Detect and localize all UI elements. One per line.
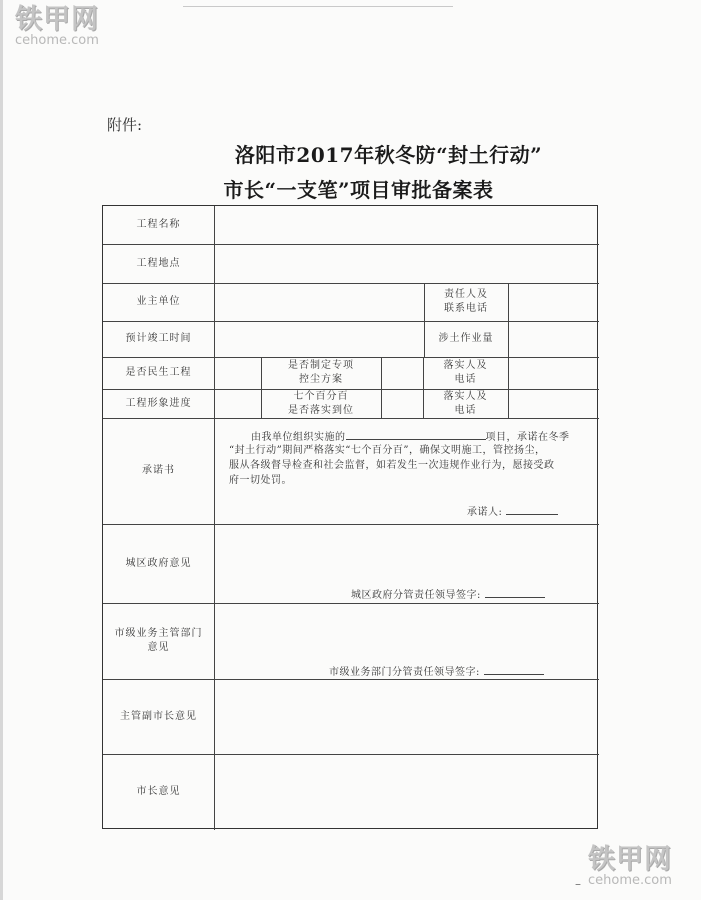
commitment-signer [467,503,558,520]
label-line: 责任人及 [444,289,488,300]
signature-line [485,586,545,598]
signature-label: 市级业务部门分管责任领导签字: [329,667,480,678]
label-line: 七个百分百 [293,390,349,402]
document-title-line2: 市长“一支笔”项目审批备案表 [223,178,494,202]
label-project-name: 工程名称 [136,219,181,230]
signer-label: 承诺人: [467,507,503,518]
document-title-line1: 洛阳市2017年秋冬防“封土行动” [234,143,543,167]
city-dept-signature [329,663,544,680]
label-district-opinion: 城区政府意见 [125,557,192,569]
approval-form-table [102,205,598,829]
page-mark: – [575,877,581,891]
label-line: 落实人及 [443,390,488,402]
watermark-logo: 铁甲网 [588,844,672,875]
label-mayor-opinion: 市长意见 [136,786,181,797]
label-implementer [423,357,508,389]
label-line: 电话 [454,404,477,416]
label-line: 控尘方案 [299,374,343,385]
watermark-top-left [15,6,99,47]
signature-line [506,503,558,515]
label-expected-completion: 预计竣工时间 [125,333,192,344]
column-divider [508,283,509,357]
label-is-livelihood: 是否民生工程 [125,367,192,378]
label-project-location: 工程地点 [136,257,181,269]
blank-project-field [346,428,486,440]
label-line: 意见 [147,642,170,653]
label-implementer [423,389,508,418]
commitment-text: 项目，承诺在冬季 [485,432,570,443]
label-line: 是否落实到位 [288,404,354,416]
watermark-bottom-right [588,846,672,887]
label-seven-percent [261,389,381,418]
signature-line [484,663,544,675]
column-divider [214,206,215,830]
watermark-url: cehome.com [15,33,99,48]
attachment-label: 附件: [107,116,143,134]
scan-edge-line [183,6,453,7]
label-vice-mayor-opinion: 主管副市长意见 [120,710,197,722]
commitment-line-2: “封土行动”期间严格落实“七个百分百”，确保文明施工，管控扬尘， [229,445,546,456]
commitment-text: 由我单位组织实施的 [251,432,346,443]
watermark-url: cehome.com [588,873,672,888]
label-owner-unit: 业主单位 [136,296,181,307]
label-line: 电话 [454,374,477,385]
watermark-logo: 铁甲网 [15,4,99,35]
label-dust-plan [261,357,381,389]
label-city-dept-opinion [103,603,214,679]
column-divider [381,357,382,418]
signature-label: 城区政府分管责任领导签字: [351,590,481,601]
label-line: 是否制定专项 [288,360,354,371]
label-line: 市级业务主管部门 [114,628,203,639]
commitment-line-4: 府一切处罚。 [229,475,292,486]
label-image-progress: 工程形象进度 [125,397,192,409]
label-line: 落实人及 [443,360,488,371]
label-responsible-person [424,283,508,321]
label-earthwork-volume: 涉土作业量 [438,333,494,344]
commitment-line-3: 服从各级督导检查和社会监督，如若发生一次违规作业行为，愿接受政 [229,460,555,471]
column-divider [508,357,509,418]
label-commitment: 承诺书 [142,465,175,476]
district-signature [351,586,545,603]
label-line: 联系电话 [444,303,488,314]
